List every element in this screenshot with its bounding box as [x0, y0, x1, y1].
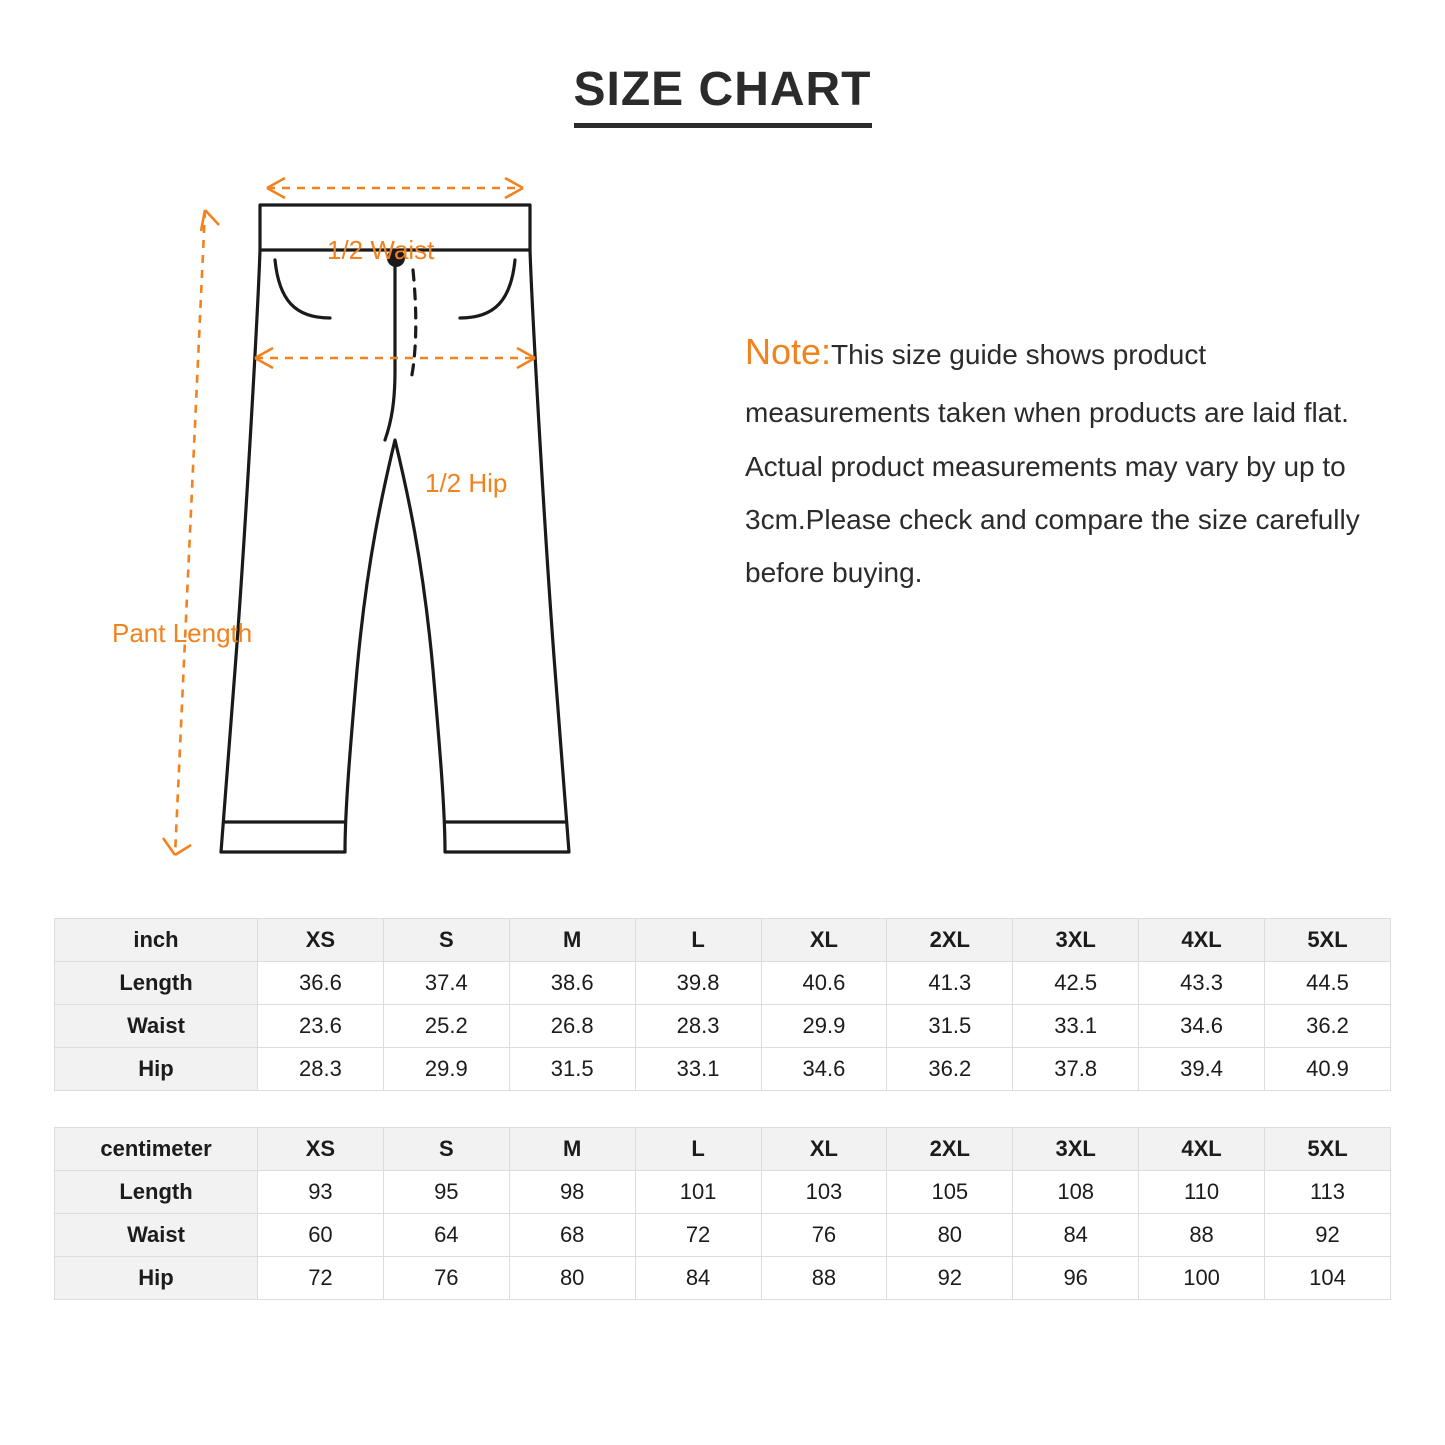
- table-cell: 44.5: [1265, 962, 1391, 1005]
- size-header: L: [635, 1128, 761, 1171]
- table-cell: 34.6: [761, 1048, 887, 1091]
- table-cell: 60: [258, 1214, 384, 1257]
- table-cell: 68: [509, 1214, 635, 1257]
- table-row: [55, 1257, 1391, 1300]
- size-table-centimeter: [54, 1127, 1391, 1300]
- table-cell: 80: [887, 1214, 1013, 1257]
- note-block: [745, 318, 1395, 599]
- table-cell: 31.5: [509, 1048, 635, 1091]
- table-cell: 36.2: [1265, 1005, 1391, 1048]
- table-cell: 84: [635, 1257, 761, 1300]
- note-keyword: Note:: [745, 331, 832, 372]
- page-title: SIZE CHART: [574, 62, 872, 128]
- size-header: S: [383, 919, 509, 962]
- size-header: XL: [761, 1128, 887, 1171]
- table-cell: 37.8: [1013, 1048, 1139, 1091]
- table-cell: 101: [635, 1171, 761, 1214]
- table-cell: 96: [1013, 1257, 1139, 1300]
- table-cell: 36.6: [258, 962, 384, 1005]
- table-header-row: [55, 919, 1391, 962]
- table-row: [55, 1214, 1391, 1257]
- row-label: Length: [55, 1171, 258, 1214]
- table-cell: 110: [1139, 1171, 1265, 1214]
- table-cell: 104: [1265, 1257, 1391, 1300]
- table-cell: 33.1: [1013, 1005, 1139, 1048]
- size-header: 5XL: [1265, 919, 1391, 962]
- table-row: [55, 1005, 1391, 1048]
- size-header: M: [509, 1128, 635, 1171]
- table-row: [55, 1048, 1391, 1091]
- table-cell: 95: [383, 1171, 509, 1214]
- row-label: Hip: [55, 1257, 258, 1300]
- table-cell: 31.5: [887, 1005, 1013, 1048]
- size-header: 2XL: [887, 919, 1013, 962]
- table-cell: 29.9: [761, 1005, 887, 1048]
- table-cell: 40.6: [761, 962, 887, 1005]
- table-cell: 37.4: [383, 962, 509, 1005]
- table-cell: 76: [383, 1257, 509, 1300]
- unit-header: inch: [55, 919, 258, 962]
- size-header: 4XL: [1139, 919, 1265, 962]
- table-cell: 88: [761, 1257, 887, 1300]
- table-cell: 40.9: [1265, 1048, 1391, 1091]
- size-table-inch: [54, 918, 1391, 1091]
- table-cell: 72: [258, 1257, 384, 1300]
- table-cell: 26.8: [509, 1005, 635, 1048]
- size-header: XS: [258, 1128, 384, 1171]
- table-cell: 113: [1265, 1171, 1391, 1214]
- size-header: L: [635, 919, 761, 962]
- table-cell: 105: [887, 1171, 1013, 1214]
- table-cell: 36.2: [887, 1048, 1013, 1091]
- label-half-waist: 1/2 Waist: [327, 235, 435, 265]
- table-cell: 42.5: [1013, 962, 1139, 1005]
- table-cell: 28.3: [258, 1048, 384, 1091]
- table-cell: 38.6: [509, 962, 635, 1005]
- table-cell: 39.8: [635, 962, 761, 1005]
- size-header: 4XL: [1139, 1128, 1265, 1171]
- note-text: This size guide shows product measurements taken when products are laid flat. Actual product measurements may vary by up to 3cm.Please check and compare the size carefully before buying.: [745, 339, 1360, 588]
- table-cell: 100: [1139, 1257, 1265, 1300]
- table-cell: 23.6: [258, 1005, 384, 1048]
- table-cell: 43.3: [1139, 962, 1265, 1005]
- size-header: S: [383, 1128, 509, 1171]
- pants-measurement-illustration: [95, 110, 715, 880]
- table-cell: 98: [509, 1171, 635, 1214]
- table-header-row: [55, 1128, 1391, 1171]
- size-header: 3XL: [1013, 919, 1139, 962]
- label-pant-length: Pant Length: [112, 618, 253, 648]
- table-cell: 33.1: [635, 1048, 761, 1091]
- size-header: 3XL: [1013, 1128, 1139, 1171]
- label-half-hip: 1/2 Hip: [425, 468, 508, 498]
- row-label: Waist: [55, 1005, 258, 1048]
- table-row: [55, 962, 1391, 1005]
- row-label: Waist: [55, 1214, 258, 1257]
- table-cell: 84: [1013, 1214, 1139, 1257]
- table-row: [55, 1171, 1391, 1214]
- table-cell: 80: [509, 1257, 635, 1300]
- table-cell: 25.2: [383, 1005, 509, 1048]
- table-cell: 39.4: [1139, 1048, 1265, 1091]
- table-cell: 88: [1139, 1214, 1265, 1257]
- size-header: XS: [258, 919, 384, 962]
- table-gap: [54, 1091, 1391, 1127]
- size-header: M: [509, 919, 635, 962]
- table-cell: 29.9: [383, 1048, 509, 1091]
- row-label: Length: [55, 962, 258, 1005]
- table-cell: 108: [1013, 1171, 1139, 1214]
- unit-header: centimeter: [55, 1128, 258, 1171]
- row-label: Hip: [55, 1048, 258, 1091]
- size-header: 2XL: [887, 1128, 1013, 1171]
- table-cell: 41.3: [887, 962, 1013, 1005]
- table-cell: 28.3: [635, 1005, 761, 1048]
- table-cell: 93: [258, 1171, 384, 1214]
- size-header: XL: [761, 919, 887, 962]
- table-cell: 92: [887, 1257, 1013, 1300]
- table-cell: 34.6: [1139, 1005, 1265, 1048]
- size-header: 5XL: [1265, 1128, 1391, 1171]
- table-cell: 103: [761, 1171, 887, 1214]
- size-tables: [54, 918, 1391, 1300]
- table-cell: 76: [761, 1214, 887, 1257]
- table-cell: 92: [1265, 1214, 1391, 1257]
- table-cell: 72: [635, 1214, 761, 1257]
- table-cell: 64: [383, 1214, 509, 1257]
